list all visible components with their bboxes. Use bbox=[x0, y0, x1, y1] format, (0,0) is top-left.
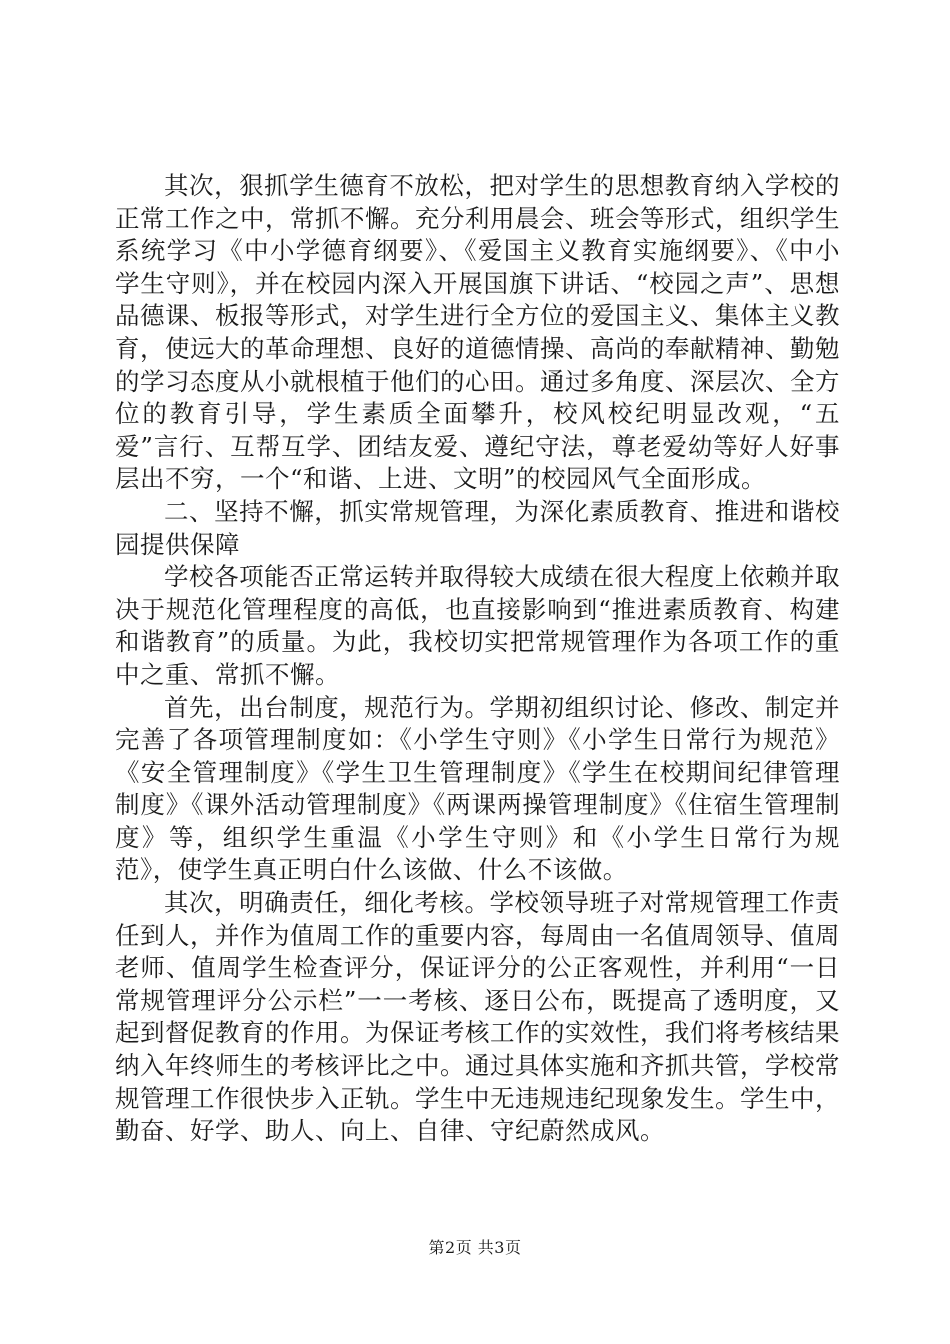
paragraph-moral-education: 其次，狠抓学生德育不放松，把对学生的思想教育纳入学校的正常工作之中，常抓不懈。充分利用晨会、班会等形式，组织学生系统学习《中小学德育纲要》、《爱国主义教育实施纲要》、《中小学生守则》，并在校园内深入开展国旗下讲话、“校园之声”、思想品德课、板报等形式，对学生进行全方位的爱国主义、集体主义教育，使远大的革命理想、良好的道德情操、高尚的奉献精神、勤勉的学习态度从小就根植于他们的心田。通过多角度、深层次、全方位的教育引导，学生素质全面攀升，校风校纪明显改观，“五爱”言行、互帮互学、团结友爱、遵纪守法，尊老爱幼等好人好事层出不穷，一个“和谐、上进、文明”的校园风气全面形成。 bbox=[115, 171, 840, 494]
paragraph-responsibility-assessment: 其次，明确责任，细化考核。学校领导班子对常规管理工作责任到人，并作为值周工作的重要内容，每周由一名值周领导、值周老师、值周学生检查评分，保证评分的公正客观性，并利用“一日常规管理评分公示栏”一一考核、逐日公布，既提高了透明度，又起到督促教育的作用。为保证考核工作的实效性，我们将考核结果纳入年终师生的考核评比之中。通过具体实施和齐抓共管，学校常规管理工作很快步入正轨。学生中无违规违纪现象发生。学生中，勤奋、好学、助人、向上、自律、守纪蔚然成风。 bbox=[115, 888, 840, 1146]
document-body bbox=[115, 170, 840, 1148]
section-heading-routine-management: 二、坚持不懈，抓实常规管理，为深化素质教育、推进和谐校园提供保障 bbox=[115, 496, 840, 559]
page-footer: 第2页 共3页 bbox=[428, 1238, 522, 1257]
paragraph-rules-system: 首先，出台制度，规范行为。学期初组织讨论、修改、制定并完善了各项管理制度如：《小学生守则》《小学生日常行为规范》《安全管理制度》《学生卫生管理制度》《学生在校期间纪律管理制度》《课外活动管理制度》《两课两操管理制度》《住宿生管理制度》等，组织学生重温《小学生守则》和《小学生日常行为规范》，使学生真正明白什么该做、什么不该做。 bbox=[115, 692, 840, 885]
paragraph-management-importance: 学校各项能否正常运转并取得较大成绩在很大程度上依赖并取决于规范化管理程度的高低，也直接影响到“推进素质教育、构建和谐教育”的质量。为此，我校切实把常规管理作为各项工作的重中之重、常抓不懈。 bbox=[115, 562, 840, 689]
